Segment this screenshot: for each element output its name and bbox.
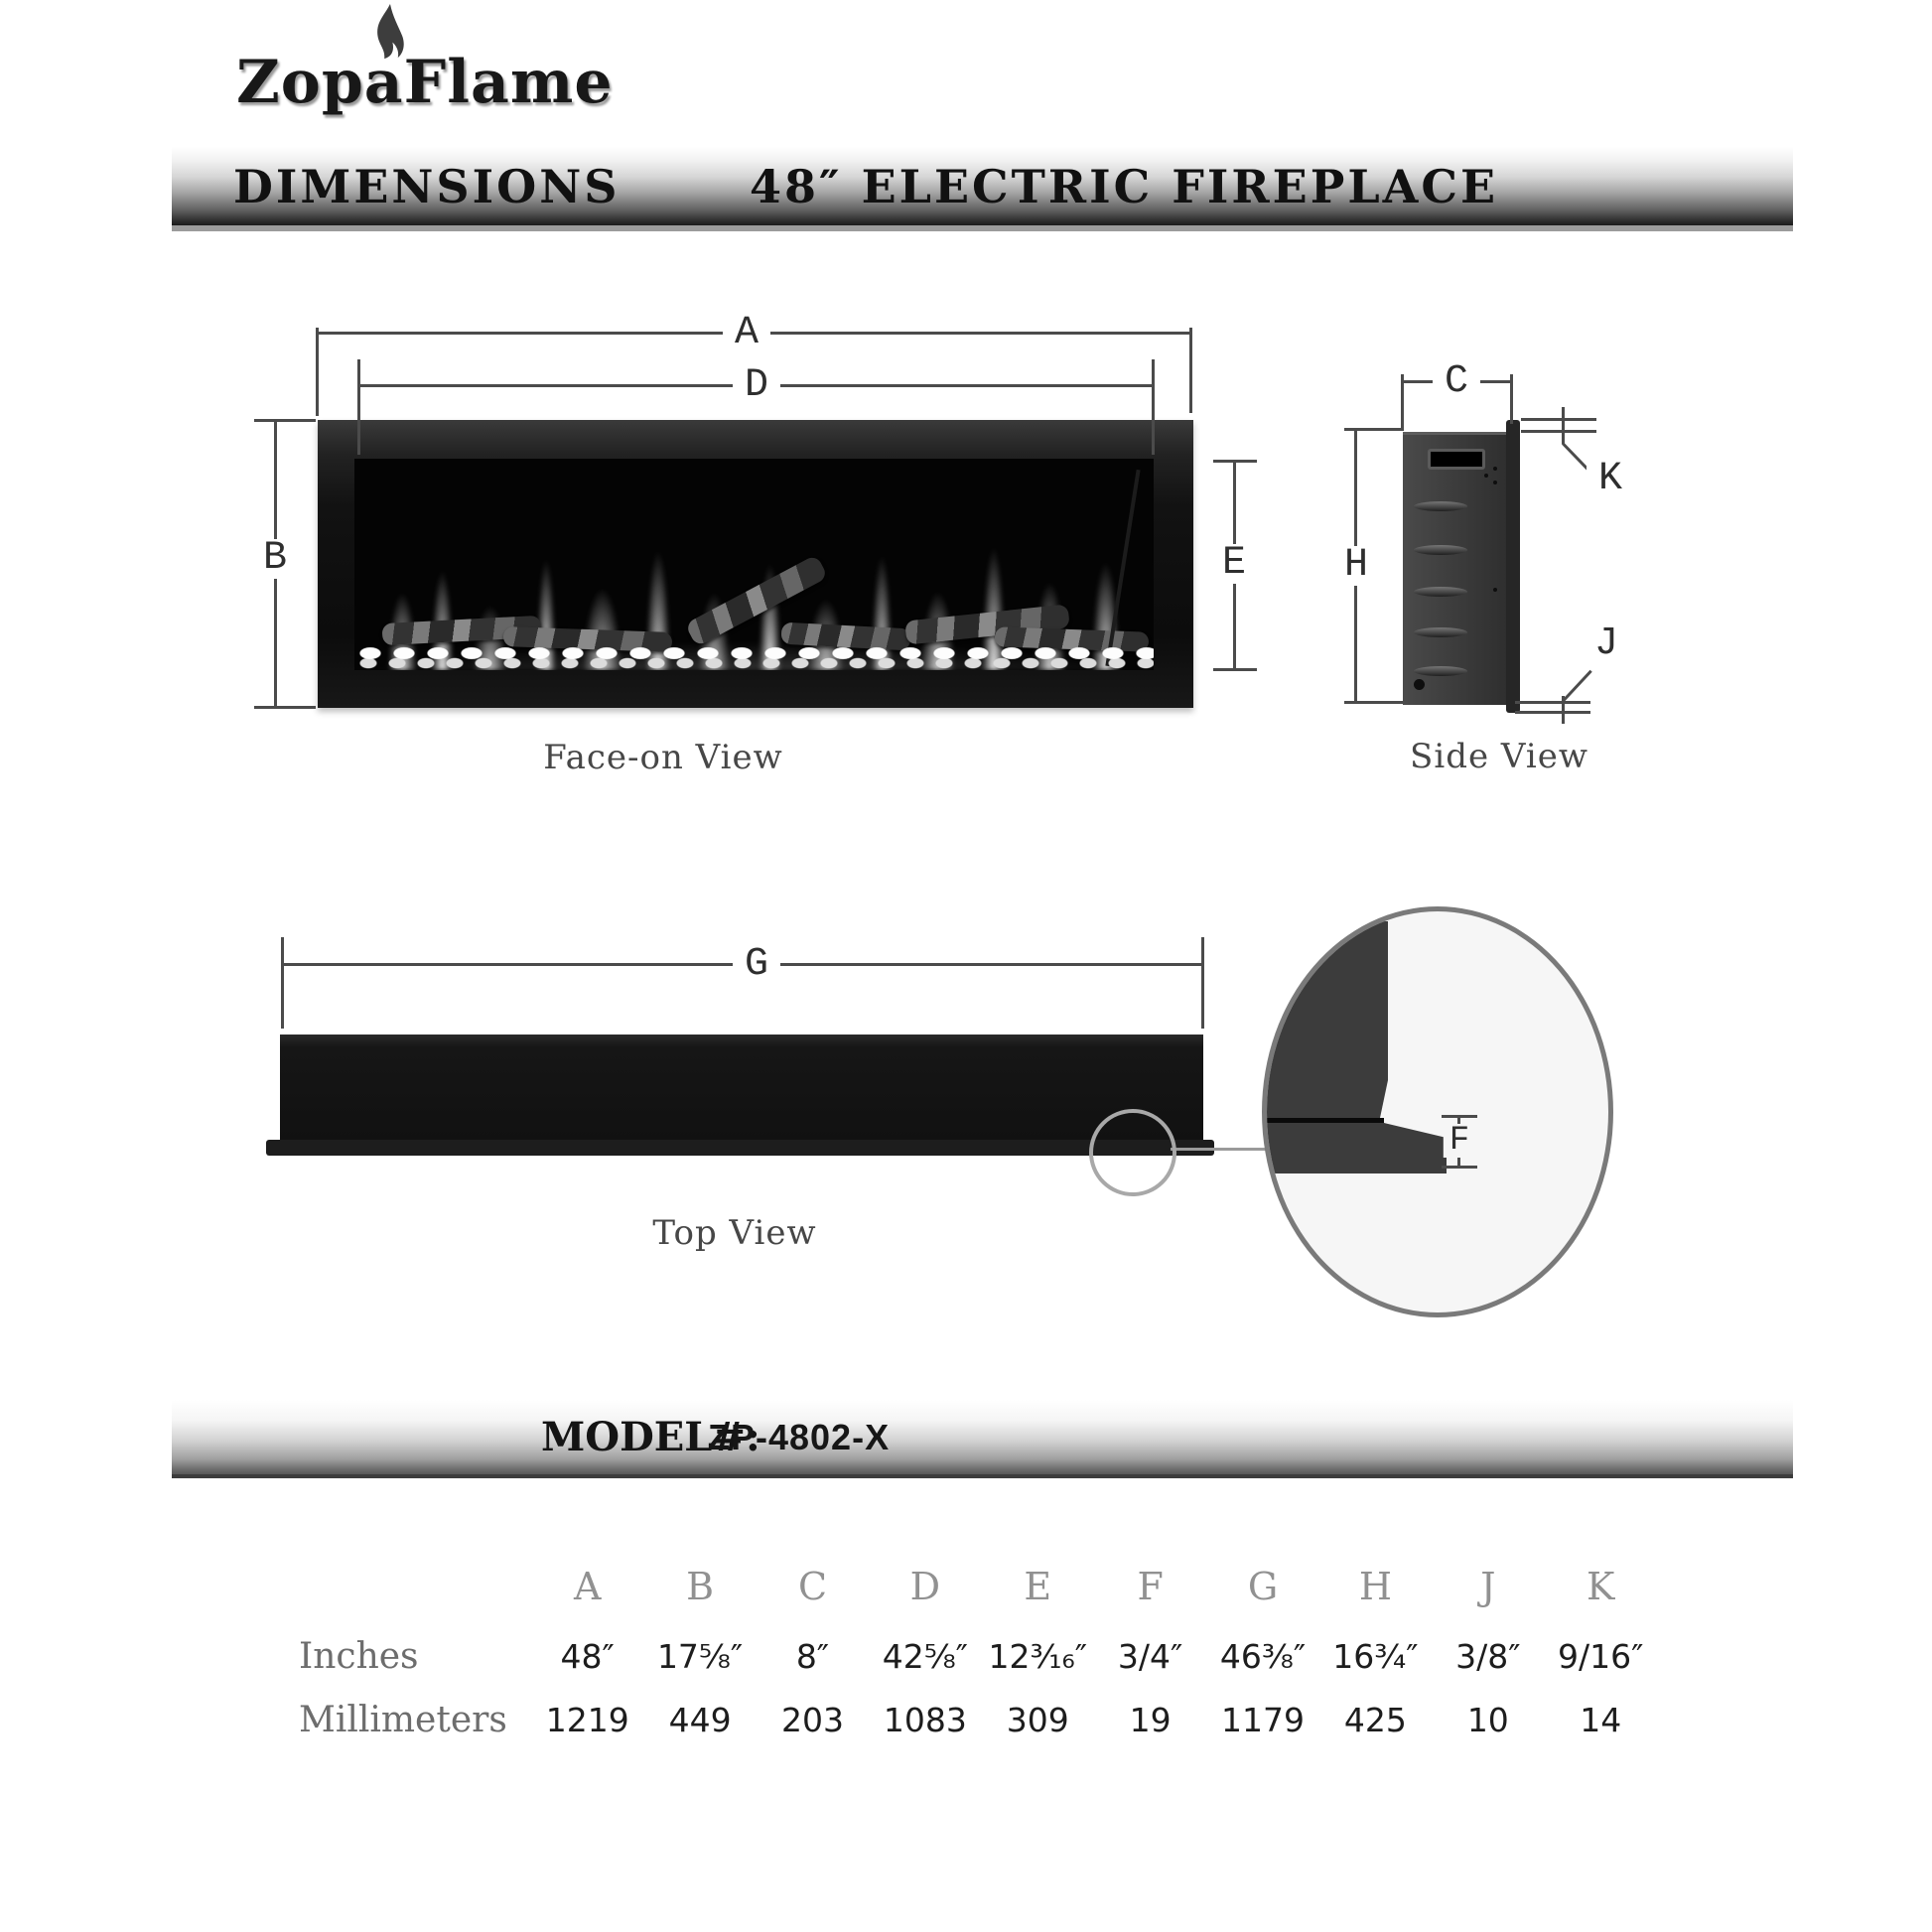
top-view-label: Top View (652, 1213, 817, 1253)
fireplace-face-view (318, 420, 1193, 708)
dim-label-e: E (1210, 544, 1258, 584)
seam-line-graphic (1267, 1118, 1384, 1123)
vent-slot (1428, 449, 1485, 470)
header-bar (172, 147, 1793, 231)
table-col-header: D (909, 1564, 941, 1608)
dim-b-tick-top (254, 419, 316, 422)
table-value-inches: 48″ (560, 1636, 615, 1676)
dim-label-d: D (733, 366, 780, 406)
face-on-view-label: Face-on View (543, 738, 783, 777)
dim-d-tick-left (357, 359, 360, 455)
dim-g-tick-right (1201, 937, 1204, 1029)
dim-a-tick-right (1189, 328, 1192, 413)
table-col-header: H (1358, 1564, 1392, 1608)
product-title: 48″ ELECTRIC FIREPLACE (750, 159, 1499, 213)
louver-vent (1414, 627, 1467, 637)
table-value-inches: 3/8″ (1455, 1636, 1521, 1676)
dim-j-tick-lower (1515, 711, 1590, 714)
louver-vent (1414, 587, 1467, 597)
pebbles-graphic (354, 644, 1154, 670)
side-view-flange (1506, 420, 1520, 713)
model-number-label: MODEL#: (541, 1414, 760, 1460)
table-value-mm: 10 (1466, 1700, 1509, 1739)
louver-vent (1414, 501, 1467, 511)
dim-k-line-upper (1521, 418, 1596, 421)
detail-connector-line (1171, 1148, 1266, 1151)
detail-callout-circle (1089, 1109, 1176, 1196)
table-corner-blank (172, 1549, 531, 1623)
table-value-inches: 9/16″ (1557, 1636, 1644, 1676)
table-value-inches: 16³⁄₄″ (1332, 1636, 1419, 1676)
dim-j-line-upper (1515, 701, 1590, 704)
louver-vent (1414, 666, 1467, 676)
table-row-label-millimeters: Millimeters (299, 1699, 507, 1740)
dim-label-b: B (251, 539, 299, 579)
table-col-header: F (1137, 1564, 1164, 1608)
table-value-inches: 46³⁄₈″ (1219, 1636, 1307, 1676)
table-value-inches: 8″ (795, 1636, 830, 1676)
table-value-inches: 12³⁄₁₆″ (988, 1636, 1088, 1676)
table-value-mm: 1083 (883, 1700, 967, 1739)
table-row-label-inches: Inches (299, 1635, 419, 1677)
model-number-value: ZP-4802-X (708, 1416, 891, 1457)
table-value-mm: 425 (1343, 1700, 1407, 1739)
side-view-label: Side View (1410, 737, 1588, 776)
fireplace-opening (354, 459, 1154, 670)
dim-h-tick-top (1344, 428, 1404, 431)
table-value-inches: 42⁵⁄₈″ (882, 1636, 969, 1676)
fireplace-top-view (280, 1035, 1203, 1140)
table-col-header: E (1024, 1564, 1052, 1608)
table-value-inches: 3/4″ (1117, 1636, 1183, 1676)
dim-label-k: K (1587, 460, 1634, 499)
screw-dot (1493, 588, 1497, 592)
screw-dot (1493, 481, 1497, 484)
dim-label-g: G (733, 945, 780, 985)
table-col-header: J (1480, 1564, 1496, 1608)
dim-h-tick-bottom (1344, 701, 1404, 704)
dim-label-f: F (1444, 1124, 1475, 1158)
table-value-mm: 309 (1006, 1700, 1069, 1739)
dim-k-tick (1562, 407, 1565, 444)
table-value-mm: 1219 (545, 1700, 629, 1739)
dim-label-a: A (723, 314, 770, 353)
table-value-inches: 17⁵⁄₈″ (656, 1636, 744, 1676)
table-value-mm: 203 (780, 1700, 844, 1739)
table-value-mm: 449 (668, 1700, 732, 1739)
dim-g-tick-left (281, 937, 284, 1029)
detail-zoom-circle (1262, 906, 1613, 1317)
dim-label-h: H (1332, 546, 1380, 586)
louver-vent (1414, 545, 1467, 555)
screw-dot (1484, 474, 1488, 478)
dim-b-tick-bottom (254, 706, 316, 709)
table-col-header: B (686, 1564, 715, 1608)
fireplace-side-view (1403, 432, 1506, 705)
table-value-mm: 1179 (1221, 1700, 1306, 1739)
page-title: DIMENSIONS (233, 159, 621, 213)
top-view-flange (266, 1140, 1214, 1156)
table-col-header: A (573, 1564, 602, 1608)
dim-label-c: C (1433, 362, 1480, 402)
model-bar (172, 1400, 1793, 1478)
corner-wedge-graphic (1267, 911, 1608, 1312)
dimension-table (172, 1549, 1657, 1750)
screw-dot (1414, 679, 1425, 690)
table-value-mm: 14 (1580, 1700, 1622, 1739)
dim-a-tick-left (316, 328, 319, 416)
dim-label-j: J (1583, 624, 1630, 664)
dim-k-line-lower (1521, 430, 1596, 433)
table-value-mm: 19 (1129, 1700, 1172, 1739)
table-col-header: C (797, 1564, 828, 1608)
brand-logo: ZopaFlame (236, 48, 614, 117)
table-col-header: G (1247, 1564, 1279, 1608)
screw-dot (1493, 467, 1497, 471)
dim-j-leader (1562, 670, 1592, 703)
table-col-header: K (1587, 1564, 1615, 1608)
dim-d-tick-right (1152, 359, 1155, 455)
